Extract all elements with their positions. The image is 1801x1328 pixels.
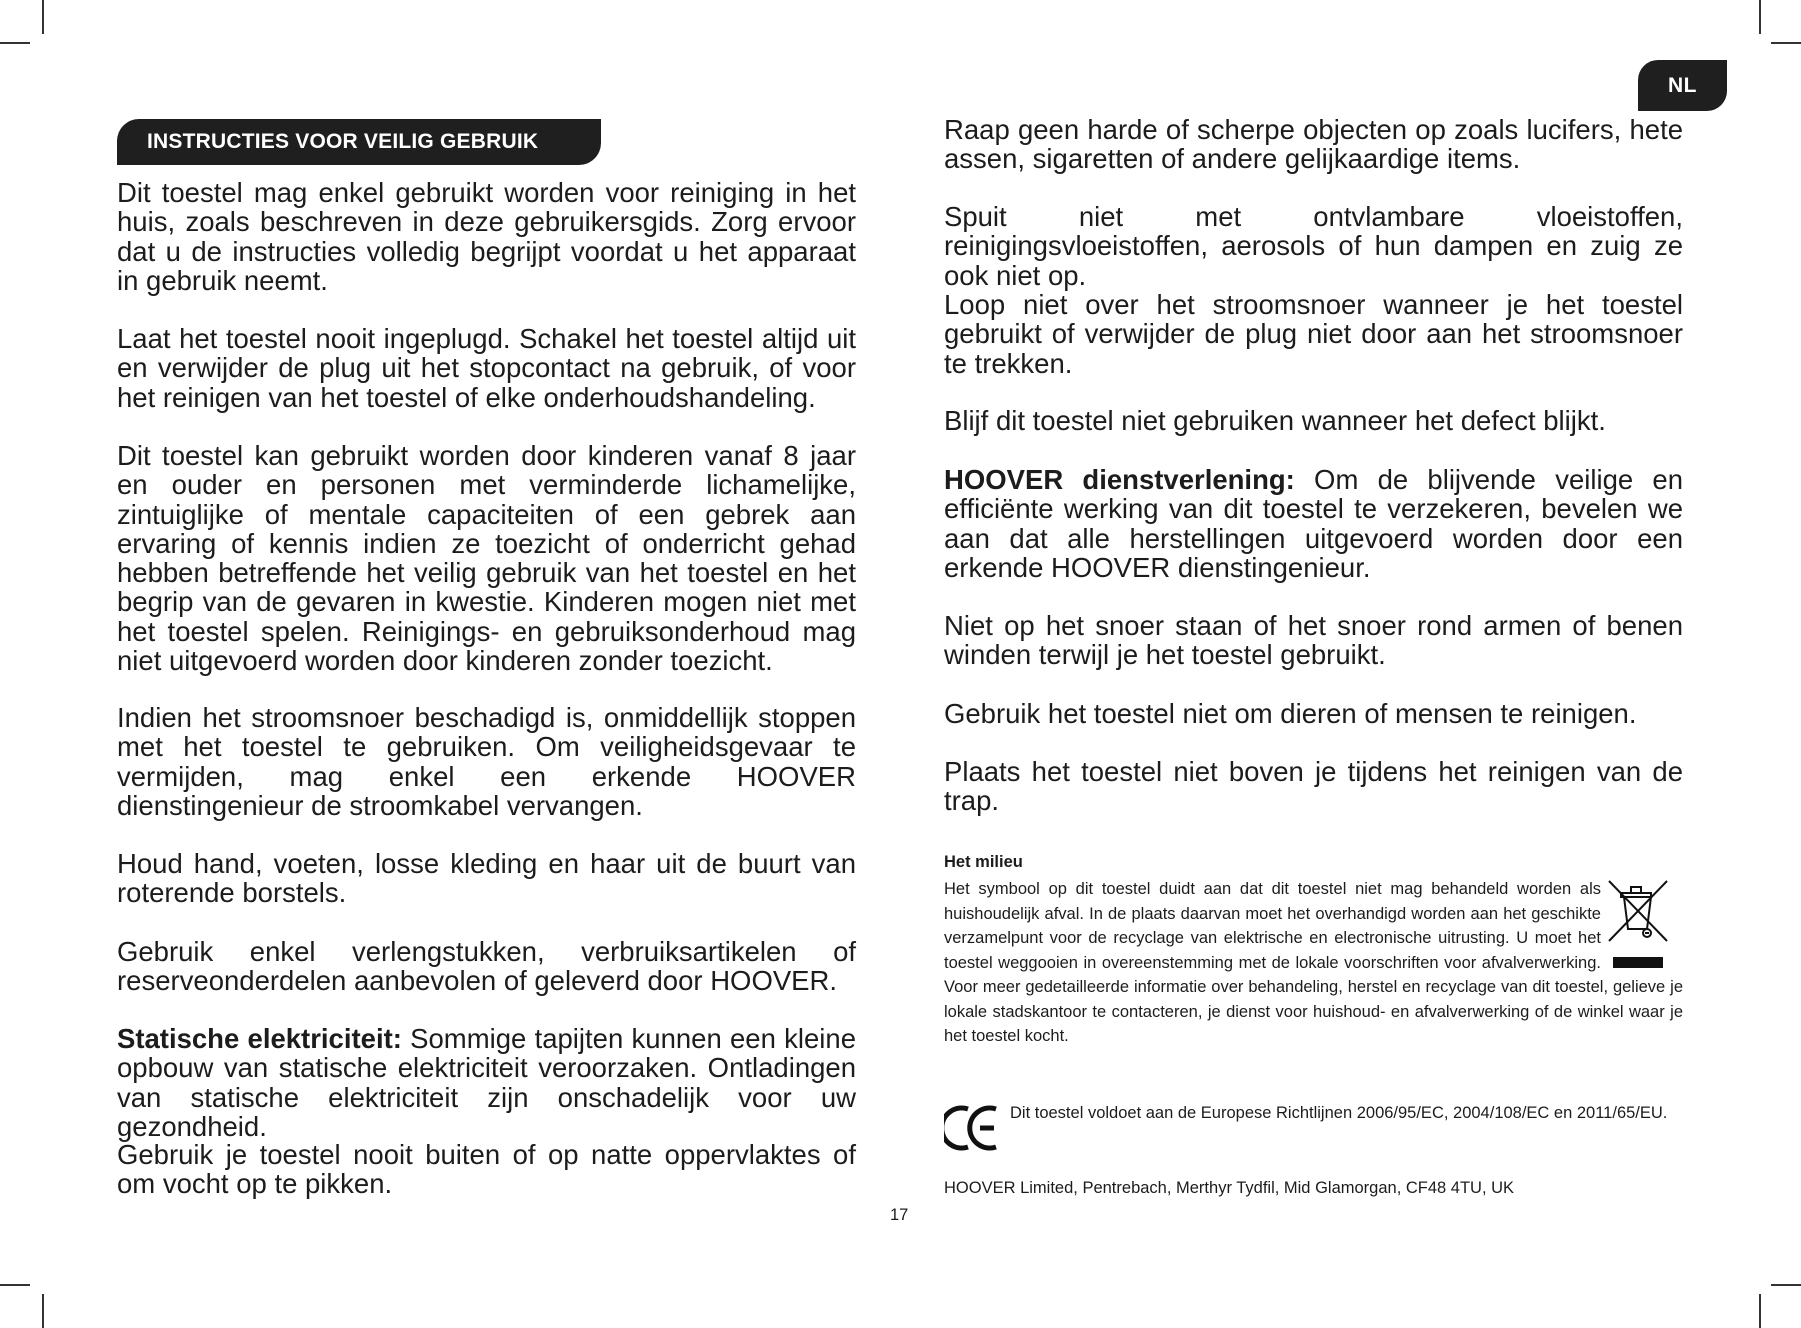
paragraph: Dit toestel kan gebruikt worden door kinderen vanaf 8 jaar en ouder en personen met verminderde lichamelijke, zintuiglijke of mentale capaciteiten of een gebrek aan ervaring of kennis indien ze toezicht of onderricht gehad hebben betreffende het veilig gebruik van het toestel en het begrip van de gevaren in kwestie. Kinderen mogen niet met het toestel spelen. Reinigings- en gebruiksonderhoud mag niet uitgevoerd worden door kinderen zonder toezicht. — [117, 440, 856, 677]
section-title-text: INSTRUCTIES VOOR VEILIG GEBRUIK — [147, 130, 539, 153]
ce-compliance-text: Dit toestel voldoet aan de Europese Richtlijnen 2006/95/EC, 2004/108/EC en 2011/65/EU. — [1010, 1104, 1668, 1122]
crop-mark — [1771, 1284, 1801, 1286]
crop-mark — [42, 1294, 44, 1328]
language-badge: NL — [1638, 60, 1727, 111]
paragraph: Gebruik je toestel nooit buiten of op natte oppervlaktes of om vocht op te pikken. — [117, 1139, 856, 1200]
page-number: 17 — [890, 1206, 909, 1224]
crop-mark — [1771, 42, 1801, 44]
crop-mark — [42, 0, 44, 34]
static-electricity-text: Sommige tapijten kunnen een kleine opbouw van statische elektriciteit veroorzaken. Ontladingen van statische elektriciteit zijn onschadelijk voor uw gezondheid. — [117, 1023, 857, 1142]
environment-text: Het symbool op dit toestel duidt aan dat dit toestel niet mag behandeld worden als huishoudelijk afval. In de plaats daarvan moet het overhandigd worden aan het geschikte verzamelpunt voor de recyclage van elektrische en electronische uitrusting. U moet het toestel weggooien in overeenstemming met de lokale voorschriften voor afvalverwerking. Voor meer gedetailleerde informatie over behandeling, herstel en recyclage van dit toestel, gelieve je lokale stadskantoor te contacteren, je dienst voor huishoud- en afvalverwerking of de winkel waar je het toestel kocht. — [944, 880, 1683, 1045]
paragraph: Gebruik het toestel niet om dieren of mensen te reinigen. — [944, 698, 1637, 729]
service-paragraph — [944, 465, 1683, 582]
manufacturer-address: HOOVER Limited, Pentrebach, Merthyr Tydfil, Mid Glamorgan, CF48 4TU, UK — [944, 1179, 1515, 1197]
section-title — [117, 119, 601, 165]
paragraph: Raap geen harde of scherpe objecten op zoals lucifers, hete assen, sigaretten of andere gelijkaardige items. — [944, 114, 1683, 175]
paragraph: Houd hand, voeten, losse kleding en haar uit de buurt van roterende borstels. — [117, 848, 856, 909]
paragraph: Spuit niet met ontvlambare vloeistoffen, reinigingsvloeistoffen, aerosols of hun dampen en zuig ze ook niet op. — [944, 201, 1683, 291]
paragraph: Indien het stroomsnoer beschadigd is, onmiddellijk stoppen met het toestel te gebruiken. Om veiligheidsgevaar te vermijden, mag enkel een erkende HOOVER dienstingenieur de stroomkabel vervangen. — [117, 702, 856, 821]
static-electricity-paragraph — [117, 1024, 856, 1141]
service-text: Om de blijvende veilige en efficiënte werking van dit toestel te verzekeren, bevelen we aan dat alle herstellingen uitgevoerd worden door een erkende HOOVER dienstingenieur. — [944, 464, 1683, 583]
paragraph: Gebruik enkel verlengstukken, verbruiksartikelen of reserveonderdelen aanbevolen of geleverd door HOOVER. — [117, 936, 856, 997]
static-electricity-label: Statische elektriciteit: — [117, 1023, 402, 1054]
environment-paragraph — [944, 877, 1683, 1049]
weee-bar — [1613, 957, 1663, 968]
crossed-bin-icon — [1605, 877, 1683, 957]
paragraph: Niet op het snoer staan of het snoer rond armen of benen winden terwijl je het toestel gebruikt. — [944, 610, 1683, 671]
paragraph: Dit toestel mag enkel gebruikt worden voor reiniging in het huis, zoals beschreven in deze gebruikersgids. Zorg ervoor dat u de instructies volledig begrijpt voordat u het apparaat in gebruik neemt. — [117, 177, 856, 296]
paragraph: Laat het toestel nooit ingeplugd. Schakel het toestel altijd uit en verwijder de plug uit het stopcontact na gebruik, of voor het reinigen van het toestel of elke onderhoudshandeling. — [117, 323, 856, 413]
paragraph: Loop niet over het stroomsnoer wanneer je het toestel gebruikt of verwijder de plug niet door aan het stroomsnoer te trekken. — [944, 289, 1683, 379]
crop-mark — [0, 1284, 30, 1286]
crop-mark — [1759, 1294, 1761, 1328]
weee-bin-icon — [1605, 877, 1683, 972]
service-label: HOOVER dienstverlening: — [944, 464, 1295, 495]
crop-mark — [0, 42, 30, 44]
environment-heading: Het milieu — [944, 853, 1023, 871]
paragraph: Blijf dit toestel niet gebruiken wanneer het defect blijkt. — [944, 405, 1606, 436]
paragraph: Plaats het toestel niet boven je tijdens het reinigen van de trap. — [944, 756, 1683, 817]
ce-mark-icon — [944, 1103, 1002, 1153]
crop-mark — [1759, 0, 1761, 34]
